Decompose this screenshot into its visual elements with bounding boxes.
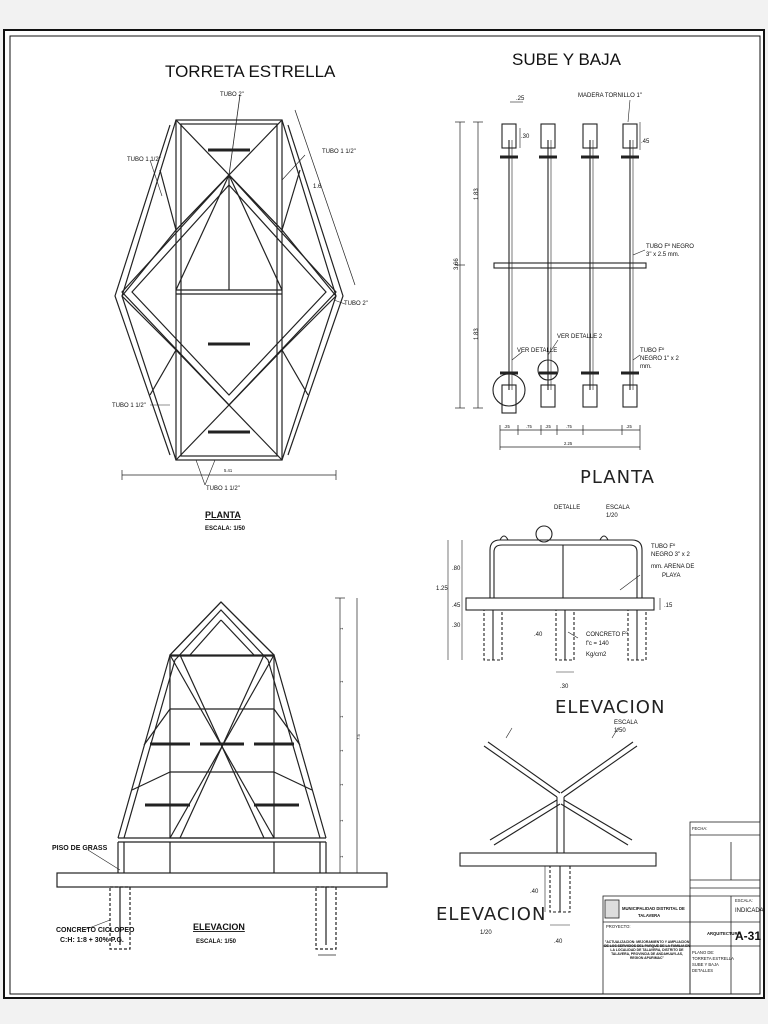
sb-bot-3: .75 [566,424,572,429]
elev-dim-total: 7.5 [356,734,361,740]
tubo-negro-label: TUBO Fº NEGRO [646,244,694,250]
elev-dim-6: 1 [339,855,344,858]
fc-label: f'c = 140 [586,641,609,647]
elevacion-bottom-scale: 1/20 [480,930,492,936]
tb-escala: INDICADA [735,908,764,914]
elev-dim-5: 1 [339,819,344,822]
elev-dim-2: 1 [339,715,344,718]
elev-dim-1: 1 [339,680,344,683]
ver-detalle-1: VER DETALLE [517,348,558,354]
cross-dim-40b: .40 [554,939,563,945]
tb-proyecto: "ACTUALIZACION: MEJORAMIENTO Y AMPLIACION DE LOS SERVICIOS DEL PARQUE DE LA FAMILIA EN LA LOCALIDAD DE TALAVERA, DISTRITO DE TALAVERA, PROVINCIA DE ANDAHUAYLAS, REGION APURIMAC" [604,940,690,960]
tubo-f-spec: NEGRO 1" x 2 [640,356,679,362]
label-dim-side: 1.6 [313,184,322,190]
escala-label: ESCALA [606,505,630,511]
sb-bot-1: .75 [526,424,532,429]
sube-baja-title: SUBE Y BAJA [512,50,621,69]
sb-bot-2: .25 [545,424,551,429]
cross-dim-40: .40 [530,889,539,895]
tb-escala-lbl: ESCALA: [735,898,753,903]
tb-muni: MUNICIPALIDAD DISTRITAL DE [622,906,685,911]
playa-label: PLAYA [662,573,681,579]
detalle-label: DETALLE [554,505,581,511]
elevacion-left-scale: ESCALA: 1/50 [196,939,237,945]
sb-dim-30: .30 [521,134,530,140]
tb-tiny-2: SUBE Y BAJA [692,962,719,967]
escala2-val: 1/50 [614,728,626,734]
sb-planta-label: PLANTA [580,467,655,488]
sb-dim-45: .45 [641,139,650,145]
tubo-f-mm: mm. [640,364,652,370]
tb-sheet-no: A-31 [735,929,762,943]
sb-dim-25: .25 [516,96,525,102]
tb-tiny-1: TORRETA ESTRELLA [692,956,734,961]
elevacion-bottom-label: ELEVACION [436,904,547,925]
dim-30: .30 [452,623,461,629]
label-tubo-left-low: TUBO 1 1/2" [112,403,146,409]
elev-dim-3: 1 [339,749,344,752]
sb-dim-183b: 1.83 [474,328,480,340]
tb-tiny-0: PLANO DE: [692,950,715,955]
elevacion-left-label: ELEVACION [193,922,245,932]
dim-40: .40 [534,632,543,638]
madera-label: MADERA TORNILLO 1" [578,93,642,99]
dim-80: .80 [452,566,461,572]
sb-total: 2.25 [564,441,573,446]
ver-detalle-2: VER DETALLE 2 [557,334,603,340]
dim-125: 1.25 [436,586,448,592]
arena-label: mm. ARENA DE [651,564,695,570]
label-tubo-left-top: TUBO 1 1/2" [127,157,161,163]
label-tubo-right-top: TUBO 1 1/2" [322,149,356,155]
elev-dim-4: 1 [339,783,344,786]
label-concreto-ciclopeo: CONCRETO CICLOPEO [56,927,135,934]
sb-bot-4: .25 [626,424,632,429]
tubo-elev-label: TUBO Fº [651,544,676,550]
tb-especialidad: ARQUITECTURA [707,931,741,936]
kg-label: Kg/cm2 [586,652,607,658]
label-concreto-mix: C:H: 1:8 + 30% P.G. [60,937,124,944]
escala-val: 1/20 [606,513,618,519]
planta-label: PLANTA [205,510,241,520]
label-dim-width: 5.41 [224,468,233,473]
tb-fecha-lbl: FECHA: [692,826,708,831]
escala2-label: ESCALA [614,720,638,726]
sb-dim-366: 3.66 [454,258,460,270]
tubo-f-label: TUBO Fº [640,348,665,354]
tb-muni2: TALAVERA [638,913,661,918]
label-tubo-right-mid: TUBO 2" [344,301,368,307]
label-piso-grass: PISO DE GRASS [52,845,108,852]
label-tubo-top: TUBO 2" [220,92,244,98]
dim-30b: .30 [560,684,569,690]
dim-45: .45 [452,603,461,609]
planta-scale: ESCALA: 1/50 [205,526,246,532]
elev-dim-0: 1 [339,627,344,630]
concreto-label: CONCRETO Fº [586,632,628,638]
tubo-negro-spec: 3" x 2.5 mm. [646,252,680,258]
tubo-elev-spec: NEGRO 3" x 2 [651,552,690,558]
tb-proyecto-lbl: PROYECTO: [606,924,631,929]
sb-bot-0: .25 [504,424,510,429]
dim-15: .15 [664,603,673,609]
elevacion-right-label: ELEVACION [555,697,666,718]
tb-tiny-3: DETALLES [692,968,714,973]
sb-dim-183a: 1.83 [474,188,480,200]
label-tubo-bottom: TUBO 1 1/2" [206,486,240,492]
torreta-title: TORRETA ESTRELLA [165,62,336,81]
